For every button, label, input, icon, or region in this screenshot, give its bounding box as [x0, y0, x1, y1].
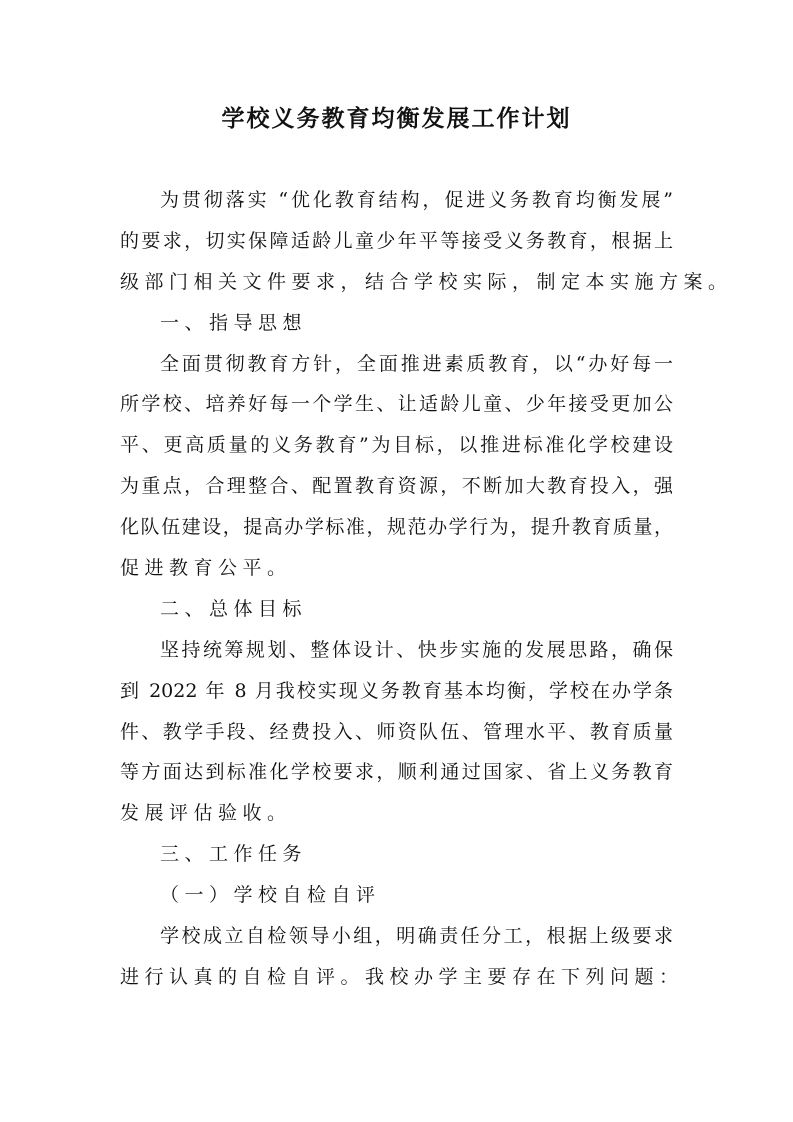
- text-line: 为贯彻落实 “优化教育结构，促进义务教育均衡发展”: [160, 189, 673, 211]
- text-line: 发展评估验收。: [120, 802, 292, 825]
- text-line: 所学校、培养好每一个学生、让适龄儿童、少年接受更加公: [120, 393, 673, 416]
- text-line: 等方面达到标准化学校要求，顺利通过国家、省上义务教育: [120, 761, 673, 784]
- text-line: 进行认真的自检自评。我校办学主要存在下列问题：: [120, 965, 684, 988]
- text-line: （一）学校自检自评: [160, 884, 381, 907]
- text-line: 一、指导思想: [160, 311, 308, 334]
- text-line: 平、更高质量的义务教育”为目标，以推进标准化学校建设: [120, 434, 673, 457]
- text-line: 级部门相关文件要求，结合学校实际，制定本实施方案。: [120, 270, 733, 293]
- document-title: 学校义务教育均衡发展工作计划: [221, 106, 572, 132]
- text-line: 学校成立自检领导小组，明确责任分工，根据上级要求: [160, 925, 673, 948]
- text-line: 三、工作任务: [160, 843, 308, 866]
- text-line: 全面贯彻教育方针，全面推进素质教育，以“办好每一: [160, 352, 673, 375]
- text-line: 坚持统筹规划、整体设计、快步实施的发展思路，确保: [160, 638, 673, 661]
- text-line: 件、教学手段、经费投入、师资队伍、管理水平、教育质量: [120, 720, 673, 743]
- text-line: 促进教育公平。: [120, 557, 292, 580]
- text-line: 化队伍建设，提高办学标准，规范办学行为，提升教育质量，: [120, 516, 673, 539]
- text-line: 到 2022 年 8 月我校实现义务教育基本均衡，学校在办学条: [120, 679, 673, 702]
- text-line: 二、总体目标: [160, 597, 308, 620]
- document-body: [120, 185, 733, 1003]
- text-line: 的要求，切实保障适龄儿童少年平等接受义务教育，根据上: [120, 229, 673, 252]
- text-line: 为重点，合理整合、配置教育资源，不断加大教育投入，强: [120, 475, 673, 498]
